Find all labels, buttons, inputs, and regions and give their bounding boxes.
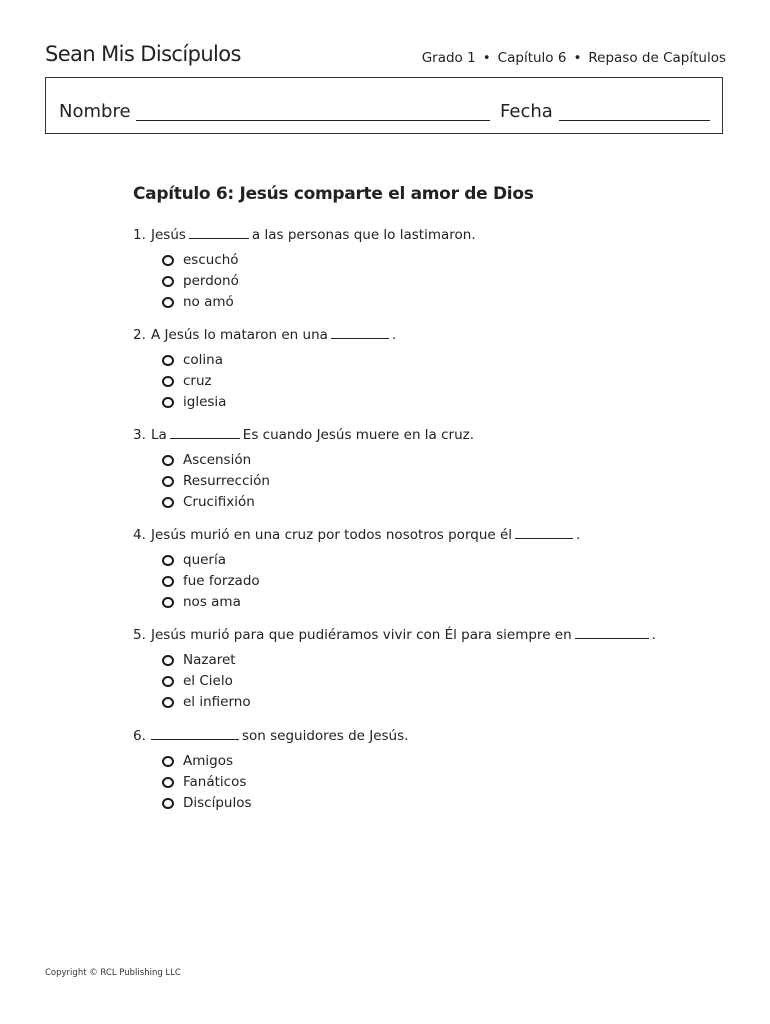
radio-circle-icon[interactable] — [162, 555, 174, 566]
question-number: 6. — [133, 728, 146, 744]
option-item[interactable] — [162, 452, 251, 468]
question-number: 2. — [133, 327, 146, 343]
radio-circle-icon[interactable] — [162, 476, 174, 487]
question-1 — [133, 227, 476, 243]
option-item[interactable] — [162, 473, 270, 489]
question-text: Jesús — [151, 227, 186, 243]
option-label: iglesia — [183, 394, 227, 410]
option-item[interactable] — [162, 552, 226, 568]
option-label: Amigos — [183, 753, 233, 769]
answer-blank — [151, 728, 239, 740]
radio-circle-icon[interactable] — [162, 397, 174, 408]
answer-blank — [189, 227, 249, 239]
option-item[interactable] — [162, 252, 239, 268]
option-label: colina — [183, 352, 224, 368]
question-text: . — [651, 627, 656, 643]
radio-circle-icon[interactable] — [162, 376, 174, 387]
question-number: 3. — [133, 427, 146, 443]
name-label: Nombre — [59, 101, 131, 122]
option-label: quería — [183, 552, 227, 568]
name-line[interactable] — [136, 120, 490, 121]
option-label: no amó — [183, 294, 234, 310]
radio-circle-icon[interactable] — [162, 597, 174, 608]
question-text: Jesús murió para que pudiéramos vivir con Él para siempre en — [151, 627, 572, 643]
question-4 — [133, 527, 580, 543]
option-label: Fanáticos — [183, 774, 247, 790]
radio-circle-icon[interactable] — [162, 297, 174, 308]
option-label: Discípulos — [183, 795, 252, 811]
option-item[interactable] — [162, 673, 233, 689]
question-text: Es cuando Jesús muere en la cruz. — [242, 427, 475, 443]
question-5 — [133, 627, 656, 643]
option-item[interactable] — [162, 373, 212, 389]
question-6 — [133, 728, 408, 744]
radio-circle-icon[interactable] — [162, 276, 174, 287]
question-text: . — [576, 527, 581, 543]
question-number: 5. — [133, 627, 146, 643]
question-text: Jesús murió en una cruz por todos nosotros porque él — [151, 527, 513, 543]
question-text: son seguidores de Jesús. — [242, 728, 409, 744]
radio-circle-icon[interactable] — [162, 756, 174, 767]
question-text: a las personas que lo lastimaron. — [251, 227, 476, 243]
question-text: La — [151, 427, 167, 443]
copyright-text: Copyright © RCL Publishing LLC — [45, 968, 181, 978]
option-item[interactable] — [162, 573, 260, 589]
option-label: cruz — [183, 373, 212, 389]
date-label: Fecha — [500, 101, 553, 122]
option-label: Crucifixión — [183, 494, 255, 510]
option-item[interactable] — [162, 594, 241, 610]
option-label: Ascensión — [183, 452, 252, 468]
question-text: A Jesús lo mataron en una — [151, 327, 328, 343]
option-item[interactable] — [162, 294, 234, 310]
option-label: nos ama — [183, 594, 241, 610]
option-label: Nazaret — [183, 652, 236, 668]
radio-circle-icon[interactable] — [162, 355, 174, 366]
option-item[interactable] — [162, 273, 239, 289]
answer-blank — [170, 427, 240, 439]
option-item[interactable] — [162, 394, 226, 410]
answer-blank — [331, 327, 389, 339]
date-line[interactable] — [559, 120, 710, 121]
chapter-title: Capítulo 6: Jesús comparte el amor de Dios — [133, 184, 534, 204]
option-label: el infierno — [183, 694, 251, 710]
question-3 — [133, 427, 474, 443]
option-label: perdonó — [183, 273, 239, 289]
review-label: Repaso de Capítulos — [588, 50, 726, 66]
question-number: 4. — [133, 527, 146, 543]
option-item[interactable] — [162, 494, 255, 510]
option-label: el Cielo — [183, 673, 233, 689]
answer-blank — [515, 527, 573, 539]
option-item[interactable] — [162, 774, 246, 790]
option-item[interactable] — [162, 795, 252, 811]
separator-dot: • — [573, 50, 582, 66]
chapter-label: Capítulo 6 — [497, 50, 567, 66]
question-number: 1. — [133, 227, 146, 243]
radio-circle-icon[interactable] — [162, 777, 174, 788]
question-2 — [133, 327, 396, 343]
answer-blank — [575, 627, 649, 639]
radio-circle-icon[interactable] — [162, 798, 174, 809]
separator-dot: • — [482, 50, 491, 66]
radio-circle-icon[interactable] — [162, 497, 174, 508]
radio-circle-icon[interactable] — [162, 455, 174, 466]
option-item[interactable] — [162, 352, 223, 368]
option-label: escuchó — [183, 252, 239, 268]
name-date-box — [45, 77, 723, 134]
radio-circle-icon[interactable] — [162, 676, 174, 687]
question-text: . — [391, 327, 397, 343]
radio-circle-icon[interactable] — [162, 255, 174, 266]
radio-circle-icon[interactable] — [162, 697, 174, 708]
radio-circle-icon[interactable] — [162, 576, 174, 587]
header-meta — [422, 50, 726, 66]
option-label: fue forzado — [183, 573, 260, 589]
option-item[interactable] — [162, 694, 251, 710]
option-label: Resurrección — [183, 473, 270, 489]
option-item[interactable] — [162, 753, 233, 769]
option-item[interactable] — [162, 652, 236, 668]
brand-title: Sean Mis Discípulos — [45, 42, 241, 66]
grade-label: Grado 1 — [421, 50, 476, 66]
radio-circle-icon[interactable] — [162, 655, 174, 666]
